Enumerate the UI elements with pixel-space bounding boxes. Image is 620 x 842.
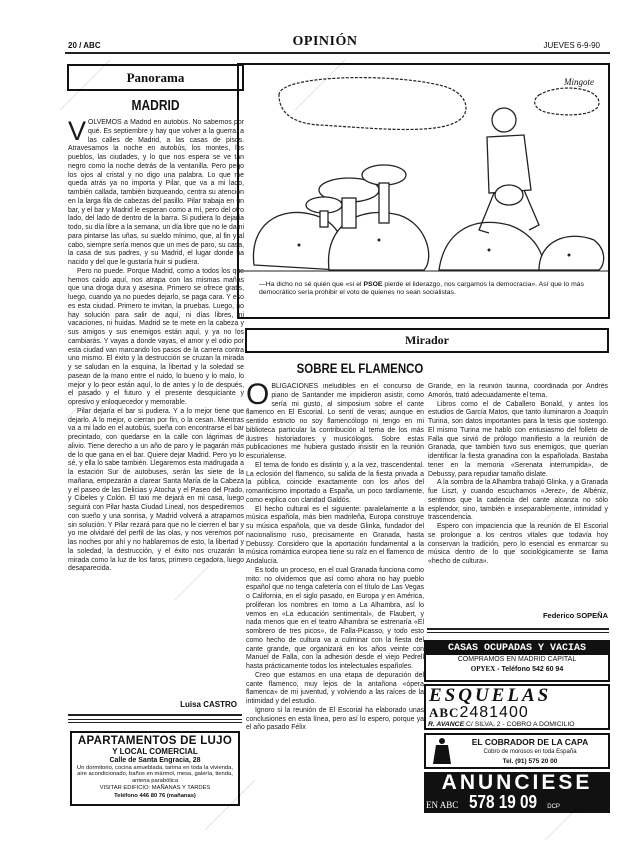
article-body-col2 (428, 383, 608, 608)
ad-title: EL COBRADOR DE LA CAPA (471, 737, 589, 747)
panorama-box (67, 64, 244, 91)
ad-agency: R. AVANCE (428, 721, 465, 728)
ad-title: APARTAMENTOS DE LUJO (77, 735, 233, 747)
cartoon-box (237, 63, 610, 319)
ad-phone-text: - Teléfono 542 60 94 (495, 666, 564, 673)
article-title: MADRID (131, 97, 180, 114)
paragraph: Pero no puede. Porque Madrid, como a todos los que hemos caído aquí, nos atrapa con las mismas mañas que una droga dura y asesina. Primero se ofrece gratis, luego, cuando ya no puedes dejarlo, se paga cara. Y eso es esta ciudad. Primero te invitan, la pruebas. Luego, no hay solución para salir de aquí, ni días libres, ni vacaciones, ni huidas. Madrid se te mete en la cabeza y sus amigos y sus enemigos están aquí, y ya no los cambiarás. Y vayas a donde vayas, el amor y el odio por esta ciudad van marcando los pasos de la carrera contra uno mismo. El éxito y la destrucción se cruzan la mirada y se saludan en la esquina, la libertad y la soledad se pasean de la mano entre el ruido, lo bueno y lo malo, lo mejor y lo peor están aquí, lo de antes y lo de después, el pasado y el futuro y el presente desquiciante y opresivo y enloquecedor y memorable. (68, 267, 244, 406)
ad-tag: DCP (547, 804, 560, 810)
mushroom-stem (379, 183, 389, 223)
article-body-col1 (246, 383, 424, 798)
ad-line: COMPRAMOS EN MADRID CAPITAL (457, 656, 577, 663)
ad-anunciese[interactable] (424, 772, 610, 813)
paragraph: OLVEMOS a Madrid en autobús. No sabemos por qué. Es septiembre y hay que volver a la guerra, a las calles de Madrid, a las casas de pisos. Atravesamos la noche en autobús, los montes, los pueblos, las ciudades, y lo que nos espera se ve tan negro como la noche detrás de la ventanilla. Pero pego los ojos al cristal y no digo una palabra. Lo que me queda atrás ya no importa y Pilar, que va a mi lado, también callada, también bizqueando, centra su atención en la larga fila de cabezas del pasillo. Pilar trabaja en un bar, y el bar y Madrid le esperan como a mí, pero del otro lado, del lado de dentro de la barra. Si pudiera lo dejaría todo, su día libre a la semana, un día libre que no le da ni para pintarse las uñas, su sueldo mínimo, que, al fin y al cabo, siempre sería menos que un mes de paro, su casa, la casa de sus padres, y su Madrid, el lugar donde ha nacido y del que le gustaría huir si pudiera. (68, 119, 244, 266)
rock (539, 236, 604, 270)
ad-phone: 2481400 (459, 704, 529, 721)
mushroom-stem (320, 211, 328, 227)
paragraph: Pilar dejaría el bar si pudiera. Y a lo mejor tiene que dejarlo. A lo mejor, o cierran por fin, o la cesan. Mientras va a mi lado en el autobús, sueña con encontrarse el bar precintado, con quedarse en la calle con lágrimas de alivio. Tiene derecho a un año de paro y le pagarán más de lo que gana en el bar. Quiere dejar Madrid. Pero yo lo sé, y ella lo sabe también. Llegaremos esta madrugada a la estación Sur de autobuses, serán las siete de la mañana, empezarán a clarear Santa María de la Cabeza y el paseo de las Delicias y Atocha y el Paseo del Prado, y Cibeles y Colón. El taxi me dejará en mi casa, luego seguirá con Pilar hasta Ciudad Lineal, nos despediremos con sueño y una sonrisa, y Madrid volverá a atraparnos sin solución. Y Pilar rezará para que no le cierren el bar y yo me olvidaré del perfil de las olas, y nos veremos por las noches por ahí y no hablaremos de esto, la libertad y la soledad, la destrucción, y el éxito nos cruzarán la mirada como la luz de los faros, primero cegadora, luego desaparecida. (68, 407, 244, 573)
article-body-madrid (68, 119, 244, 695)
caption-text: —Ha dicho no sé quién que «si el (259, 281, 364, 288)
rock (439, 222, 543, 270)
ad-casas[interactable] (424, 640, 610, 682)
ad-phone: Teléfono 446 80 76 (mañanas) (114, 793, 196, 800)
ad-esquelas[interactable] (424, 684, 610, 730)
thought-cloud (279, 78, 466, 130)
paragraph: Espero con impaciencia que la reunión de El Escorial se prolongue a los centros vitales que todavía hoy conservan la tradición, pero lo esencial es enmarcar su música dentro de lo que sociológicamente se llama «hecho de cultura». (428, 523, 608, 565)
paragraph: El tema de fondo es distinto y, a la vez, trascendental. La eclosión del flamenco, su salida de la fiesta privada a la pública, coincide exactamente con los años del romanticismo importado a España, un poco tardíamente, como explica con claridad Galdós. (246, 461, 424, 504)
section-title: OPINIÓN (292, 34, 358, 49)
figure-body (487, 135, 531, 193)
divider (68, 722, 242, 723)
author-byline: Luisa CASTRO (180, 700, 237, 709)
caption-bold: PSOE (363, 281, 383, 288)
guitar (495, 185, 523, 205)
cartoonist-signature: Mingote (564, 77, 594, 87)
ad-title: ANUNCIESE (441, 772, 593, 794)
paragraph: BLIGACIONES ineludibles en el concurso de piano de Santander me impidieron asistir, como sería mi gusto, al simposium sobre el cante flamenco en El Escorial. Lo sentí de veras; aunque en sentido estricto no soy flamencólogo ni tengo en mi biblioteca particular la contribución al tema de los más ilustres historiadores y musicólogos. Sobre estas publicaciones me hubiera gustado insistir en la reunión escurialense. (246, 383, 424, 460)
ad-abc: ABC (429, 705, 460, 720)
mirador-box (245, 328, 609, 353)
paragraph: Creo que estamos en una etapa de depuración del cante flamenco, muy lejos de la antañona «ópera flamenca» de mi juventud, y volviendo a las raíces de la intimidad y del estudio. (246, 671, 424, 705)
mushroom-stem (342, 198, 356, 228)
ad-phone: 578 19 09 (468, 792, 537, 812)
ad-address: Calle de Santa Engracia, 28 (109, 757, 201, 764)
paragraph: Ignoro si la reunión de El Escorial ha elaborado unas conclusiones en esta línea, pero así lo espero, porque ya el año pasado Félix (246, 706, 424, 732)
issue-date: JUEVES 6-9-90 (543, 41, 600, 50)
ad-brand: OPYEX (470, 665, 496, 673)
ad-address: C/ SILVA, 2 - COBRO A DOMICILIO (466, 721, 575, 728)
ad-phone (426, 665, 608, 674)
drop-cap: V (68, 119, 87, 146)
figure-head (492, 108, 516, 132)
article-title: SOBRE EL FLAMENCO (296, 360, 424, 376)
cloud (535, 88, 599, 115)
ad-subtitle: Y LOCAL COMERCIAL (112, 747, 198, 756)
divider (68, 719, 242, 720)
ad-description: Un dormitorio, cocina amueblada, tarima en toda la vivienda, aire acondicionado, baños en mármol, mesa, galería, tienda, antena parabólica (77, 765, 233, 784)
mirador-label: Mirador (405, 333, 449, 347)
header-rule (65, 52, 610, 54)
paragraph: Es todo un proceso, en el cual Granada funciona como mito: no olvidemos que así como ahora no hay pueblo español que no tenga cafetería con el título de Las Vegas o California, en el siglo pasado, en Europa y en América, proliferan los nombres en torno a La Alhambra, así lo vemos en «La educación sentimental», de Flaubert, y nada menos que en el teatro Alhambra se estrenaría «El sombrero de tres picos», de Falla-Picasso, y todo esto como hecho de cultura va a culminar con la fiesta del cante grande, que organizará en los años veinte con Manuel de Falla, con la adhesión desde el viejo Pedrell hasta prácticamente todos los intelectuales españoles. (246, 566, 424, 670)
cartoon-caption (259, 281, 584, 297)
mushroom-cap (362, 165, 406, 185)
panorama-label: Panorama (126, 70, 185, 85)
paragraph: Grande, en la reunión taurina, coordinada por Andrés Amorós, trató adecuadamente el tema. (428, 383, 608, 399)
divider (427, 632, 609, 633)
ad-prefix: EN ABC (426, 800, 459, 810)
paragraph: Libros como el de Caballero Bonald, y antes los estudios de García Matos, que tanto iluminaron a Joaquín Turina, son datos importantes para la tesis que sostengo. El mismo Turina me habló con entusiasmo del folleto de Falla que sirvió de prólogo manifiesto a la reunión de Granada, que también tuvo sus enemigos, que querían identificar la fiesta granadina con la españolada. Bastaba tener en la memoria «Serenata interrumpida», de Debussy, para repudiar tamaño dislate. (428, 400, 608, 478)
paragraph: El hecho cultural es el siguiente: paralelamente a la música española, más bien madrileña, Europa construye su música española, que va desde Glinka, fundador del nacionalismo ruso, precisamente en Granada, hasta Debussy. Considero que la aportación fundamental a la música romántica europea tiene su raíz en el flamenco de Andalucía. (246, 505, 424, 565)
paragraph: A la sombra de la Alhambra trabajó Glinka, y a Granada fue Liszt, y cuando escuchamos «Jerez», de Albéniz, sentimos que la cadencia del cante alcanza no sólo esplendor, sino, también e inseparablemente, intimidad y trascendencia. (428, 479, 608, 522)
caped-figure-icon (432, 737, 452, 767)
page-number: 20 / ABC (68, 41, 101, 50)
divider (68, 714, 242, 716)
ad-line: Cobro de morosos en toda España (483, 749, 577, 755)
ad-cobrador[interactable] (424, 733, 610, 769)
author-byline: Federico SOPEÑA (542, 611, 608, 620)
caption-text: pierde el liderazgo, nos cargamos la democracia». Así que lo más democrático sería prohibir el voto de quienes no sean socialistas. (259, 281, 584, 296)
drop-cap: O (246, 383, 270, 411)
ad-phone: Tel. (91) 575 20 00 (502, 758, 558, 765)
ad-title: CASAS OCUPADAS Y VACIAS (426, 642, 608, 655)
ad-visit: VISITAR EDIFICIO: MAÑANAS Y TARDES (99, 785, 211, 792)
cartoon-illustration (239, 65, 608, 277)
ad-title: ESQUELAS (429, 685, 552, 706)
ad-apartamentos[interactable] (70, 731, 240, 806)
divider (427, 628, 609, 630)
